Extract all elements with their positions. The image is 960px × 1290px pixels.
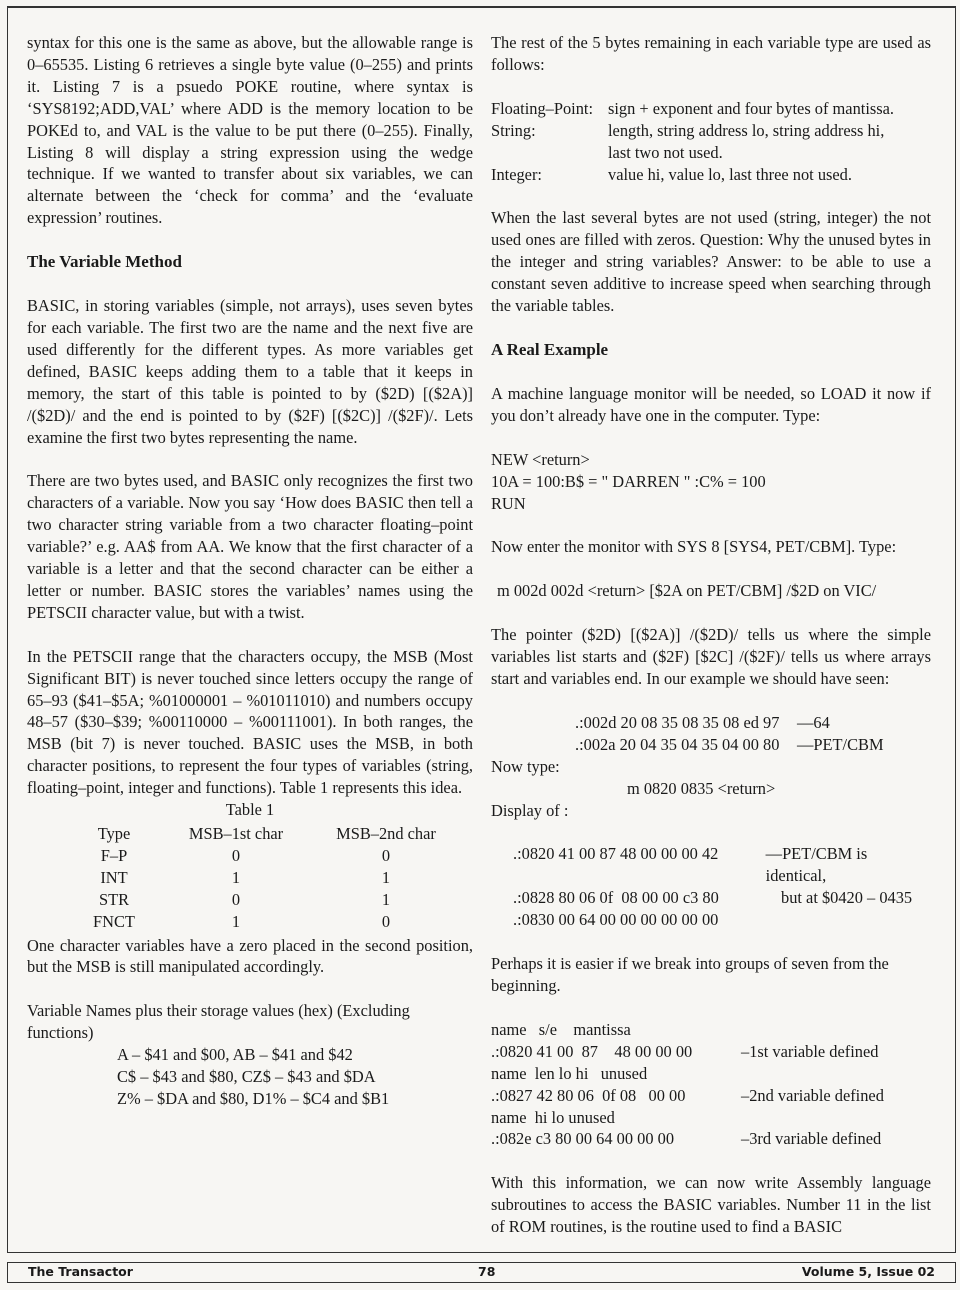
dump-line	[513, 843, 931, 887]
table-cell: F–P	[100, 845, 128, 865]
program-line: NEW <return>	[491, 449, 590, 469]
paragraph: One character variables have a zero placed in the second position, but the MSB is still manipulated accordingly.	[27, 935, 473, 977]
paragraph: syntax for this one is the same as above, but the allowable range is 0–65535. Listing 6 retrieves a single byte value (0–255) and prints it. Listing 7 is a psuedo POKE routine, where syntax is ‘SYS8192;ADD,VAL’ where ADD is the memory location to be POKEd to, and VAL is the value to be put there (0–255). Finally, Listing 8 will display a string expression using the wedge technique. If we wanted to transfer about six variables, we can alternate between the ‘check for comma’ and the ‘evaluate expression’ routines.	[27, 33, 473, 228]
basic-program	[491, 449, 931, 515]
group-header: name len lo hi unused	[491, 1063, 648, 1083]
display-label: Display of :	[491, 800, 569, 820]
table-cell: 1	[381, 889, 391, 909]
dump-line	[575, 712, 931, 734]
dump-bytes: .:0830 00 64 00 00 00 00 00 00	[513, 910, 719, 930]
program-line: 10A = 100:B$ = " DARREN " :C% = 100	[491, 471, 766, 491]
group-bytes: .:082e c3 80 00 64 00 00 00	[491, 1129, 675, 1149]
usage-text: value hi, value lo, last three not used.	[608, 164, 852, 184]
usage-label: Floating–Point:	[491, 98, 594, 118]
dump-note: —64	[797, 712, 830, 732]
dump-bytes: .:002a 20 04 35 04 35 04 00 80	[575, 734, 780, 754]
dump-note: —PET/CBM	[797, 734, 884, 754]
dump-line	[513, 887, 931, 909]
dump-bytes: .:002d 20 08 35 08 35 08 ed 97	[575, 712, 780, 732]
page-number: 78	[478, 1264, 496, 1279]
paragraph: BASIC, in storing variables (simple, not arrays), uses seven bytes for each variable. The first two are the name and the next five are used differently for the different types. As more variables get defined, BASIC keeps adding them to a table that it keeps in memory, the start of this table is pointed to by ($2D) [($2A)] /($2D)/ and the end is pointed to by ($2F) [($2C)] /($2F)/. Lets examine the first two bytes representing the name.	[27, 296, 473, 447]
group-line	[491, 1041, 931, 1063]
table-cell: 1	[231, 911, 241, 931]
memory-dump	[491, 843, 931, 931]
group-note: –3rd variable defined	[741, 1129, 882, 1149]
usage-label: Integer:	[491, 164, 542, 184]
table-header: MSB–2nd char	[336, 824, 436, 843]
table-cell: INT	[100, 867, 128, 887]
program-line: RUN	[491, 493, 526, 513]
monitor-command: m 0820 0835 <return>	[627, 778, 776, 798]
table-row	[67, 911, 461, 933]
group-line	[491, 1085, 931, 1107]
table-cell: 1	[231, 867, 241, 887]
paragraph: In the PETSCII range that the characters occupy, the MSB (Most Significant BIT) is never touched since letters occupy the range of 65–93 ($41–$5A; %01000001 – %01011010) and numbers occupy 48–57 ($30–$39; %00110000 – %00111001). In both ranges, the MSB (bit 7) is never touched. BASIC uses the MSB, in both character positions, to represent the four types of variables (string, floating–point, integer and functions). Table 1 represents this idea.	[27, 646, 473, 798]
table-caption: Table 1	[225, 800, 275, 820]
byte-usage-list	[491, 98, 931, 186]
table-cell: 0	[231, 845, 241, 865]
group-header: name hi lo unused	[491, 1107, 615, 1127]
paragraph: A machine language monitor will be needed, so LOAD it now if you don’t already have one in the computer. Type:	[491, 383, 931, 425]
variable-groups	[491, 1019, 931, 1150]
group-line	[491, 1128, 931, 1150]
table-cell: STR	[98, 889, 130, 909]
table-header-row	[67, 823, 461, 845]
group-bytes: .:0820 41 00 87 48 00 00 00	[491, 1041, 693, 1061]
table-row	[67, 845, 461, 867]
dump-note: —PET/CBM is identical,	[765, 844, 868, 886]
usage-row	[491, 164, 931, 186]
example-line: C$ – $43 and $80, CZ$ – $43 and $DA	[117, 1067, 376, 1087]
table-header: MSB–1st char	[188, 824, 284, 843]
usage-text: last two not used.	[608, 142, 723, 162]
table-cell: 1	[381, 867, 391, 887]
dump-bytes: .:0820 41 00 87 48 00 00 00 42	[513, 844, 719, 864]
publication-name: The Transactor	[28, 1264, 133, 1279]
dump-bytes: .:0828 80 06 0f 08 00 00 c3 80	[513, 888, 719, 908]
table-cell: FNCT	[93, 911, 135, 931]
usage-text: length, string address lo, string address hi,	[608, 120, 885, 140]
usage-row	[491, 142, 931, 164]
group-header: name s/e mantissa	[491, 1019, 631, 1039]
right-column	[491, 32, 931, 1238]
paragraph: With this information, we can now write Assembly language subroutines to access the BASIC variables. Number 11 in the list of ROM routines, is the routine used to find a BASIC	[491, 1173, 931, 1237]
paragraph: There are two bytes used, and BASIC only recognizes the first two characters of a variable. Now you say ‘How does BASIC then tell a two character string variable from a two character floating–point variable?’ e.g. AA$ from AA. We know that the first character of a variable is a letter and that the second character can be either a letter or number. BASIC stores the variables’ names using the PETSCII character value, but with a twist.	[27, 471, 473, 622]
group-note: –2nd variable defined	[741, 1085, 884, 1105]
section-heading: The Variable Method	[27, 252, 182, 272]
paragraph: The pointer ($2D) [($2A)] /($2D)/ tells us where the simple variables list starts and ($2F) [$2C] /($2F)/ tells us where arrays start and variables end. In our example we should have seen:	[491, 625, 931, 689]
monitor-command: m 002d 002d <return> [$2A on PET/CBM] /$2D on VIC/	[497, 581, 877, 601]
left-column	[27, 32, 473, 1110]
paragraph: When the last several bytes are not used (string, integer) the not used ones are filled with zeros. Question: Why the unused bytes in the integer and string variables? Answer: to be able to use a constant seven additive to increase speed when searching through the variable tables.	[491, 208, 931, 316]
msb-table	[67, 823, 461, 933]
usage-row	[491, 120, 931, 142]
example-line: A – $41 and $00, AB – $41 and $42	[117, 1045, 353, 1065]
dump-line	[575, 734, 931, 756]
table-row	[67, 867, 461, 889]
section-heading: A Real Example	[491, 339, 609, 359]
paragraph: Now enter the monitor with SYS 8 [SYS4, PET/CBM]. Type:	[491, 537, 897, 557]
table-cell: 0	[381, 911, 391, 931]
variable-examples	[27, 1044, 473, 1110]
paragraph: The rest of the 5 bytes remaining in each variable type are used as follows:	[491, 33, 931, 74]
usage-row	[491, 98, 931, 120]
group-bytes: .:0827 42 80 06 0f 08 00 00	[491, 1085, 686, 1105]
dump-note: but at $0420 – 0435	[781, 888, 913, 908]
dump-line	[513, 909, 931, 931]
usage-text: sign + exponent and four bytes of mantissa.	[608, 98, 895, 118]
table-cell: 0	[381, 845, 391, 865]
paragraph: Perhaps it is easier if we break into groups of seven from the beginning.	[491, 954, 889, 995]
memory-dump	[491, 712, 931, 756]
usage-label: String:	[491, 120, 536, 140]
volume-issue: Volume 5, Issue 02	[801, 1264, 935, 1279]
table-row	[67, 889, 461, 911]
now-type-label: Now type:	[491, 756, 560, 776]
table-cell: 0	[231, 889, 241, 909]
group-note: –1st variable defined	[741, 1041, 879, 1061]
page-footer	[7, 1262, 956, 1283]
table-header: Type	[97, 824, 131, 843]
paragraph: Variable Names plus their storage values (hex) (Excluding functions)	[27, 1001, 410, 1043]
example-line: Z% – $DA and $80, D1% – $C4 and $B1	[117, 1088, 390, 1108]
